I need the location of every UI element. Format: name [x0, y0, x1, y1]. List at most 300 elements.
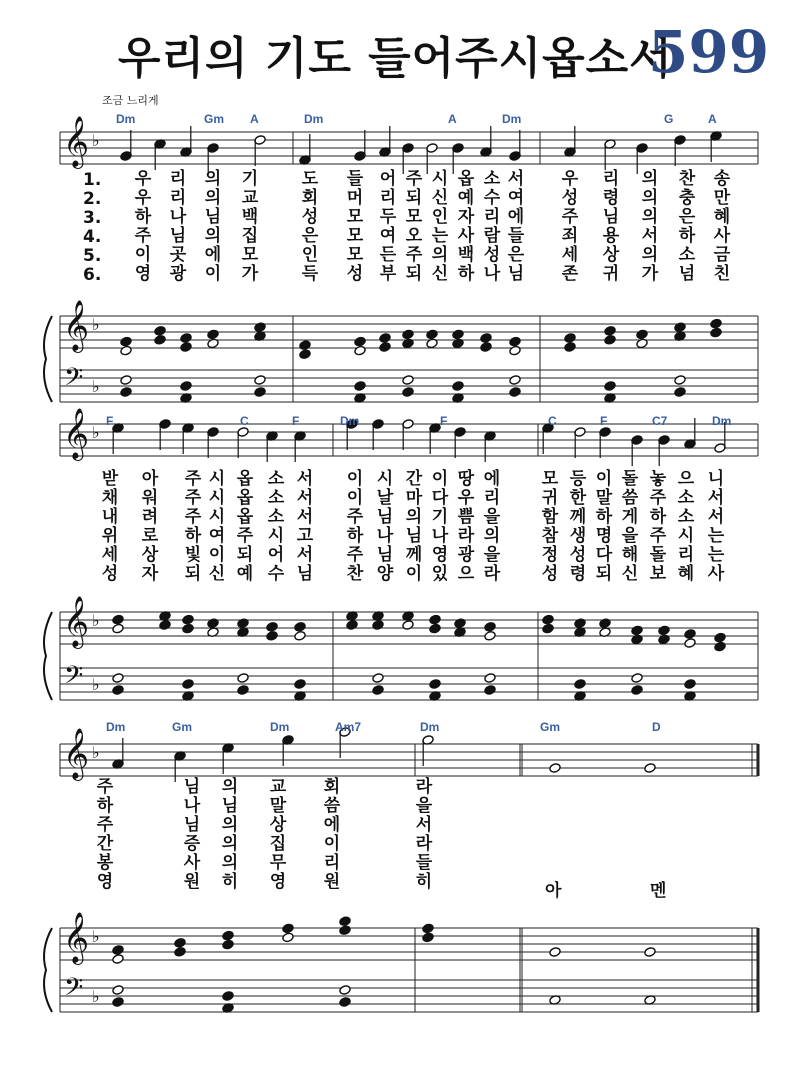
chord-symbol: Dm [420, 720, 440, 734]
lyric-syllable: 어 [267, 545, 285, 565]
lyric-syllable: 의 [431, 245, 449, 265]
treble-clef: 𝄞 [63, 408, 90, 459]
lyric-syllable: 주 [561, 207, 579, 227]
lyric-syllable: 신 [208, 564, 226, 584]
hymn-number: 599 [648, 18, 770, 86]
note [542, 623, 554, 634]
lyric-syllable: 주 [346, 507, 364, 527]
note [402, 620, 414, 631]
note [282, 923, 294, 934]
lyric-syllable: 주 [649, 526, 667, 546]
lyric-syllable: 주 [346, 545, 364, 565]
note [372, 685, 384, 696]
lyric-syllable: 곳 [169, 245, 187, 265]
lyric-syllable: 나 [431, 526, 449, 546]
lyric-syllable: 내 [101, 507, 119, 527]
note [674, 322, 686, 333]
lyric-syllable: 라 [415, 777, 433, 797]
note [354, 381, 366, 392]
lyric-syllable: 우 [561, 169, 579, 189]
lyric-syllable: 주 [134, 226, 152, 246]
chord-symbol: Gm [540, 720, 561, 734]
lyric-syllable: 이 [134, 245, 152, 265]
lyric-syllable: 시 [208, 488, 226, 508]
lyric-syllable: 친 [713, 264, 731, 284]
lyric-syllable: 서 [296, 469, 314, 489]
flat-key-signature: ♭ [92, 987, 100, 1006]
note [207, 329, 219, 340]
lyric-syllable: 성 [483, 245, 501, 265]
lyric-syllable: 상 [269, 815, 287, 835]
lyric-syllable: 사 [707, 564, 725, 584]
lyric-syllable: 양 [376, 564, 394, 584]
lyric-syllable: 옵 [236, 507, 254, 527]
chord-symbol: F [106, 414, 114, 428]
lyric-syllable: 의 [641, 188, 659, 208]
lyric-syllable: 상 [602, 245, 620, 265]
chord-symbol: F [440, 414, 448, 428]
lyric-syllable: 나 [483, 264, 501, 284]
lyric-syllable: 님 [405, 526, 423, 546]
lyric-syllable: 영 [431, 545, 449, 565]
lyric-syllable: 령 [602, 188, 620, 208]
lyric-syllable: 원 [323, 872, 341, 892]
lyric-syllable: 을 [415, 796, 433, 816]
lyric-syllable: 증 [183, 834, 201, 854]
note [480, 342, 492, 353]
lyric-syllable: 에 [483, 469, 501, 489]
lyric-syllable: 하 [346, 526, 364, 546]
lyric-syllable: 봉 [96, 853, 114, 873]
treble-clef: 𝄞 [63, 912, 90, 963]
note [180, 381, 192, 392]
lyric-syllable: 무 [269, 853, 287, 873]
lyric-syllable: 로 [141, 526, 159, 546]
note [379, 333, 391, 344]
lyric-syllable: 정 [541, 545, 559, 565]
chord-symbol: F [292, 414, 300, 428]
lyric-syllable: 소 [677, 488, 695, 508]
note [180, 333, 192, 344]
lyric-syllable: 님 [204, 207, 222, 227]
lyric-syllable: 말 [595, 488, 613, 508]
note [564, 333, 576, 344]
lyric-syllable: 리 [483, 207, 501, 227]
chord-symbol: C [548, 414, 557, 428]
note [484, 621, 496, 632]
note [222, 939, 234, 950]
note [294, 630, 306, 641]
verse-number: 4. [83, 227, 102, 247]
lyric-syllable: 시 [267, 526, 285, 546]
lyric-syllable: 받 [101, 469, 119, 489]
brace [44, 612, 52, 700]
note [120, 345, 132, 356]
lyric-syllable: 소 [678, 245, 696, 265]
note [112, 997, 124, 1008]
note [631, 673, 643, 684]
lyric-syllable: 한 [569, 488, 587, 508]
lyric-syllable: 나 [183, 796, 201, 816]
lyric-syllable: 시 [208, 469, 226, 489]
lyric-syllable: 의 [641, 245, 659, 265]
lyric-syllable: 광 [457, 545, 475, 565]
lyric-syllable: 넘 [678, 264, 696, 284]
lyric-syllable: 채 [101, 488, 119, 508]
lyric-syllable: 기 [241, 169, 259, 189]
lyric-syllable: 서 [641, 226, 659, 246]
lyric-syllable: 시 [376, 469, 394, 489]
chord-symbol: Gm [172, 720, 193, 734]
lyric-syllable: 성 [561, 188, 579, 208]
chord-symbol: A [250, 112, 259, 126]
note [282, 932, 294, 943]
note [120, 375, 132, 386]
lyric-syllable: 리 [169, 169, 187, 189]
note [422, 932, 434, 943]
note [599, 618, 611, 629]
lyric-syllable: 의 [221, 815, 239, 835]
lyric-syllable: 하 [96, 796, 114, 816]
lyric-syllable: 광 [169, 264, 187, 284]
piano-bass-staff [60, 668, 758, 700]
lyric-syllable: 소 [677, 507, 695, 527]
note [714, 632, 726, 643]
lyric-syllable: 히 [221, 872, 239, 892]
note [372, 620, 384, 631]
piano-bass-staff [60, 370, 758, 402]
lyric-syllable: 의 [641, 169, 659, 189]
note [549, 763, 561, 774]
lyric-syllable: 고 [296, 526, 314, 546]
lyric-syllable: 주 [96, 815, 114, 835]
lyric-syllable: 여 [507, 188, 525, 208]
note [509, 336, 521, 347]
lyric-syllable: 서 [707, 488, 725, 508]
lyric-syllable: 리 [483, 488, 501, 508]
note [254, 387, 266, 398]
note [429, 679, 441, 690]
flat-key-signature: ♭ [92, 927, 100, 946]
lyric-syllable: 돌 [649, 545, 667, 565]
note [112, 985, 124, 996]
lyric-syllable: 놓 [649, 469, 667, 489]
lyric-syllable: 라 [483, 564, 501, 584]
lyric-syllable: 득 [301, 264, 319, 284]
lyric-syllable: 이 [208, 545, 226, 565]
note [222, 930, 234, 941]
note [402, 329, 414, 340]
verse-number: 1. [83, 170, 102, 190]
note [339, 925, 351, 936]
note [299, 349, 311, 360]
lyric-syllable: 아 [141, 469, 159, 489]
lyric-syllable: 회 [323, 777, 341, 797]
note [429, 623, 441, 634]
chord-symbol: Gm [204, 112, 225, 126]
treble-clef: 𝄞 [63, 728, 90, 779]
lyric-syllable: 생 [569, 526, 587, 546]
note [182, 679, 194, 690]
lyric-syllable: 명 [595, 526, 613, 546]
lyric-syllable: 모 [541, 469, 559, 489]
note [631, 685, 643, 696]
lyric-syllable: 충 [678, 188, 696, 208]
lyric-syllable: 모 [405, 207, 423, 227]
lyric-syllable: 시 [431, 169, 449, 189]
note [684, 629, 696, 640]
lyric-syllable: 머 [346, 188, 364, 208]
note [684, 638, 696, 649]
lyric-syllable: 이 [405, 564, 423, 584]
lyric-syllable: 씀 [323, 796, 341, 816]
note [574, 679, 586, 690]
chord-symbol: Dm [270, 720, 290, 734]
note [429, 614, 441, 625]
note [454, 618, 466, 629]
lyric-syllable: 워 [141, 488, 159, 508]
lyric-syllable: 신 [431, 264, 449, 284]
lyric-syllable: 서 [507, 169, 525, 189]
lyric-syllable: 땅 [457, 469, 475, 489]
note [658, 625, 670, 636]
lyric-syllable: 회 [301, 188, 319, 208]
note [182, 623, 194, 634]
lyric-syllable: 은 [301, 226, 319, 246]
note [509, 345, 521, 356]
lyric-syllable: 에 [323, 815, 341, 835]
lyric-syllable: 하 [184, 526, 202, 546]
lyric-syllable: 을 [483, 545, 501, 565]
lyric-syllable: 는 [707, 526, 725, 546]
flat-key-signature: ♭ [92, 611, 100, 630]
amen-syllable: 아 [545, 881, 562, 901]
lyric-syllable: 님 [507, 264, 525, 284]
lyric-syllable: 송 [713, 169, 731, 189]
lyric-syllable: 든 [379, 245, 397, 265]
bass-clef: 𝄢 [64, 973, 84, 1008]
note [207, 618, 219, 629]
note [402, 375, 414, 386]
note [159, 620, 171, 631]
hymn-title: 우리의 기도 들어주시옵소서 [118, 33, 673, 84]
lyric-syllable: 쁨 [457, 507, 475, 527]
lyric-syllable: 원 [183, 872, 201, 892]
chord-symbol: Dm [116, 112, 136, 126]
chord-symbol: Dm [304, 112, 324, 126]
lyric-syllable: 에 [204, 245, 222, 265]
lyric-syllable: 의 [405, 507, 423, 527]
lyric-syllable: 라 [457, 526, 475, 546]
lyric-syllable: 혜 [713, 207, 731, 227]
note [422, 923, 434, 934]
note [112, 623, 124, 634]
note [604, 334, 616, 345]
lyric-syllable: 성 [301, 207, 319, 227]
lyric-syllable: 상 [141, 545, 159, 565]
note [710, 318, 722, 329]
note [484, 673, 496, 684]
chord-symbol: F [600, 414, 608, 428]
note [604, 381, 616, 392]
lyric-syllable: 예 [236, 564, 254, 584]
lyric-syllable: 가 [241, 264, 259, 284]
lyric-syllable: 집 [269, 834, 287, 854]
lyric-syllable: 찬 [678, 169, 696, 189]
lyric-syllable: 등 [569, 469, 587, 489]
lyric-syllable: 성 [569, 545, 587, 565]
bass-clef: 𝄢 [64, 661, 84, 696]
lyric-syllable: 신 [431, 188, 449, 208]
lyric-syllable: 씀 [621, 488, 639, 508]
lyric-syllable: 예 [457, 188, 475, 208]
note [644, 947, 656, 958]
lyric-syllable: 두 [379, 207, 397, 227]
lyric-syllable: 함 [541, 507, 559, 527]
flat-key-signature: ♭ [92, 423, 100, 442]
flat-key-signature: ♭ [92, 315, 100, 334]
lyric-syllable: 하 [678, 226, 696, 246]
lyric-syllable: 다 [595, 545, 613, 565]
chord-symbol: Dm [340, 414, 360, 428]
note [354, 345, 366, 356]
lyric-syllable: 나 [376, 526, 394, 546]
lyric-syllable: 님 [602, 207, 620, 227]
note [379, 342, 391, 353]
note [484, 630, 496, 641]
lyric-syllable: 서 [415, 815, 433, 835]
lyric-syllable: 모 [346, 207, 364, 227]
note [674, 387, 686, 398]
lyric-syllable: 사 [183, 853, 201, 873]
amen-syllable: 멘 [650, 881, 667, 901]
lyric-syllable: 님 [221, 796, 239, 816]
lyric-syllable: 이 [431, 469, 449, 489]
note [542, 614, 554, 625]
lyric-syllable: 는 [431, 226, 449, 246]
chord-symbol: A [708, 112, 717, 126]
lyric-syllable: 귀 [602, 264, 620, 284]
lyric-syllable: 리 [602, 169, 620, 189]
melody-staff [60, 424, 758, 456]
lyric-syllable: 게 [621, 507, 639, 527]
note [182, 614, 194, 625]
verse-number: 5. [83, 246, 102, 266]
lyric-syllable: 만 [713, 188, 731, 208]
lyric-syllable: 시 [677, 526, 695, 546]
lyric-syllable: 으 [457, 564, 475, 584]
lyric-syllable: 죄 [561, 226, 579, 246]
note [222, 991, 234, 1002]
lyric-syllable: 부 [379, 264, 397, 284]
lyric-syllable: 옵 [236, 488, 254, 508]
lyric-syllable: 우 [457, 488, 475, 508]
lyric-syllable: 님 [376, 507, 394, 527]
note [154, 334, 166, 345]
lyric-syllable: 소 [267, 469, 285, 489]
lyric-syllable: 이 [595, 469, 613, 489]
lyric-syllable: 수 [483, 188, 501, 208]
lyric-syllable: 금 [713, 245, 731, 265]
lyric-syllable: 주 [649, 488, 667, 508]
lyric-syllable: 간 [96, 834, 114, 854]
lyric-syllable: 영 [96, 872, 114, 892]
bass-clef: 𝄢 [64, 363, 84, 398]
lyric-syllable: 수 [267, 564, 285, 584]
note [112, 945, 124, 956]
flat-key-signature: ♭ [92, 743, 100, 762]
lyric-syllable: 나 [169, 207, 187, 227]
lyric-syllable: 주 [184, 488, 202, 508]
lyric-syllable: 교 [241, 188, 259, 208]
chord-symbol: C7 [652, 414, 668, 428]
flat-key-signature: ♭ [92, 675, 100, 694]
lyric-syllable: 을 [621, 526, 639, 546]
lyric-syllable: 주 [405, 245, 423, 265]
note [120, 336, 132, 347]
note [574, 618, 586, 629]
lyric-syllable: 위 [101, 526, 119, 546]
lyric-syllable: 영 [134, 264, 152, 284]
lyric-syllable: 을 [483, 507, 501, 527]
lyric-syllable: 가 [641, 264, 659, 284]
note [266, 630, 278, 641]
lyric-syllable: 의 [204, 169, 222, 189]
note [604, 325, 616, 336]
note [402, 387, 414, 398]
lyric-syllable: 기 [431, 507, 449, 527]
lyric-syllable: 주 [405, 169, 423, 189]
lyric-syllable: 인 [301, 245, 319, 265]
lyric-syllable: 소 [267, 507, 285, 527]
note [112, 685, 124, 696]
lyric-syllable: 우 [134, 169, 152, 189]
lyric-syllable: 은 [507, 245, 525, 265]
lyric-syllable: 찬 [346, 564, 364, 584]
lyric-syllable: 의 [483, 526, 501, 546]
chord-symbol: Dm [106, 720, 126, 734]
lyric-syllable: 되 [236, 545, 254, 565]
lyric-syllable: 의 [221, 777, 239, 797]
lyric-syllable: 백 [457, 245, 475, 265]
lyric-syllable: 되 [405, 188, 423, 208]
note [644, 763, 656, 774]
note [339, 916, 351, 927]
note [710, 327, 722, 338]
lyric-syllable: 모 [346, 245, 364, 265]
note [294, 679, 306, 690]
note [120, 387, 132, 398]
lyric-syllable: 참 [541, 526, 559, 546]
lyric-syllable: 주 [184, 507, 202, 527]
note [112, 673, 124, 684]
lyric-syllable: 모 [241, 245, 259, 265]
lyric-syllable: 날 [376, 488, 394, 508]
lyric-syllable: 서 [296, 507, 314, 527]
lyric-syllable: 의 [204, 226, 222, 246]
lyric-syllable: 옵 [457, 169, 475, 189]
lyric-syllable: 령 [569, 564, 587, 584]
chord-symbol: C [240, 414, 249, 428]
note [294, 621, 306, 632]
note [714, 641, 726, 652]
lyric-syllable: 인 [431, 207, 449, 227]
lyric-syllable: 빛 [184, 545, 202, 565]
lyric-syllable: 히 [415, 872, 433, 892]
lyric-syllable: 교 [269, 777, 287, 797]
lyric-syllable: 는 [707, 545, 725, 565]
verse-number: 6. [83, 265, 102, 285]
